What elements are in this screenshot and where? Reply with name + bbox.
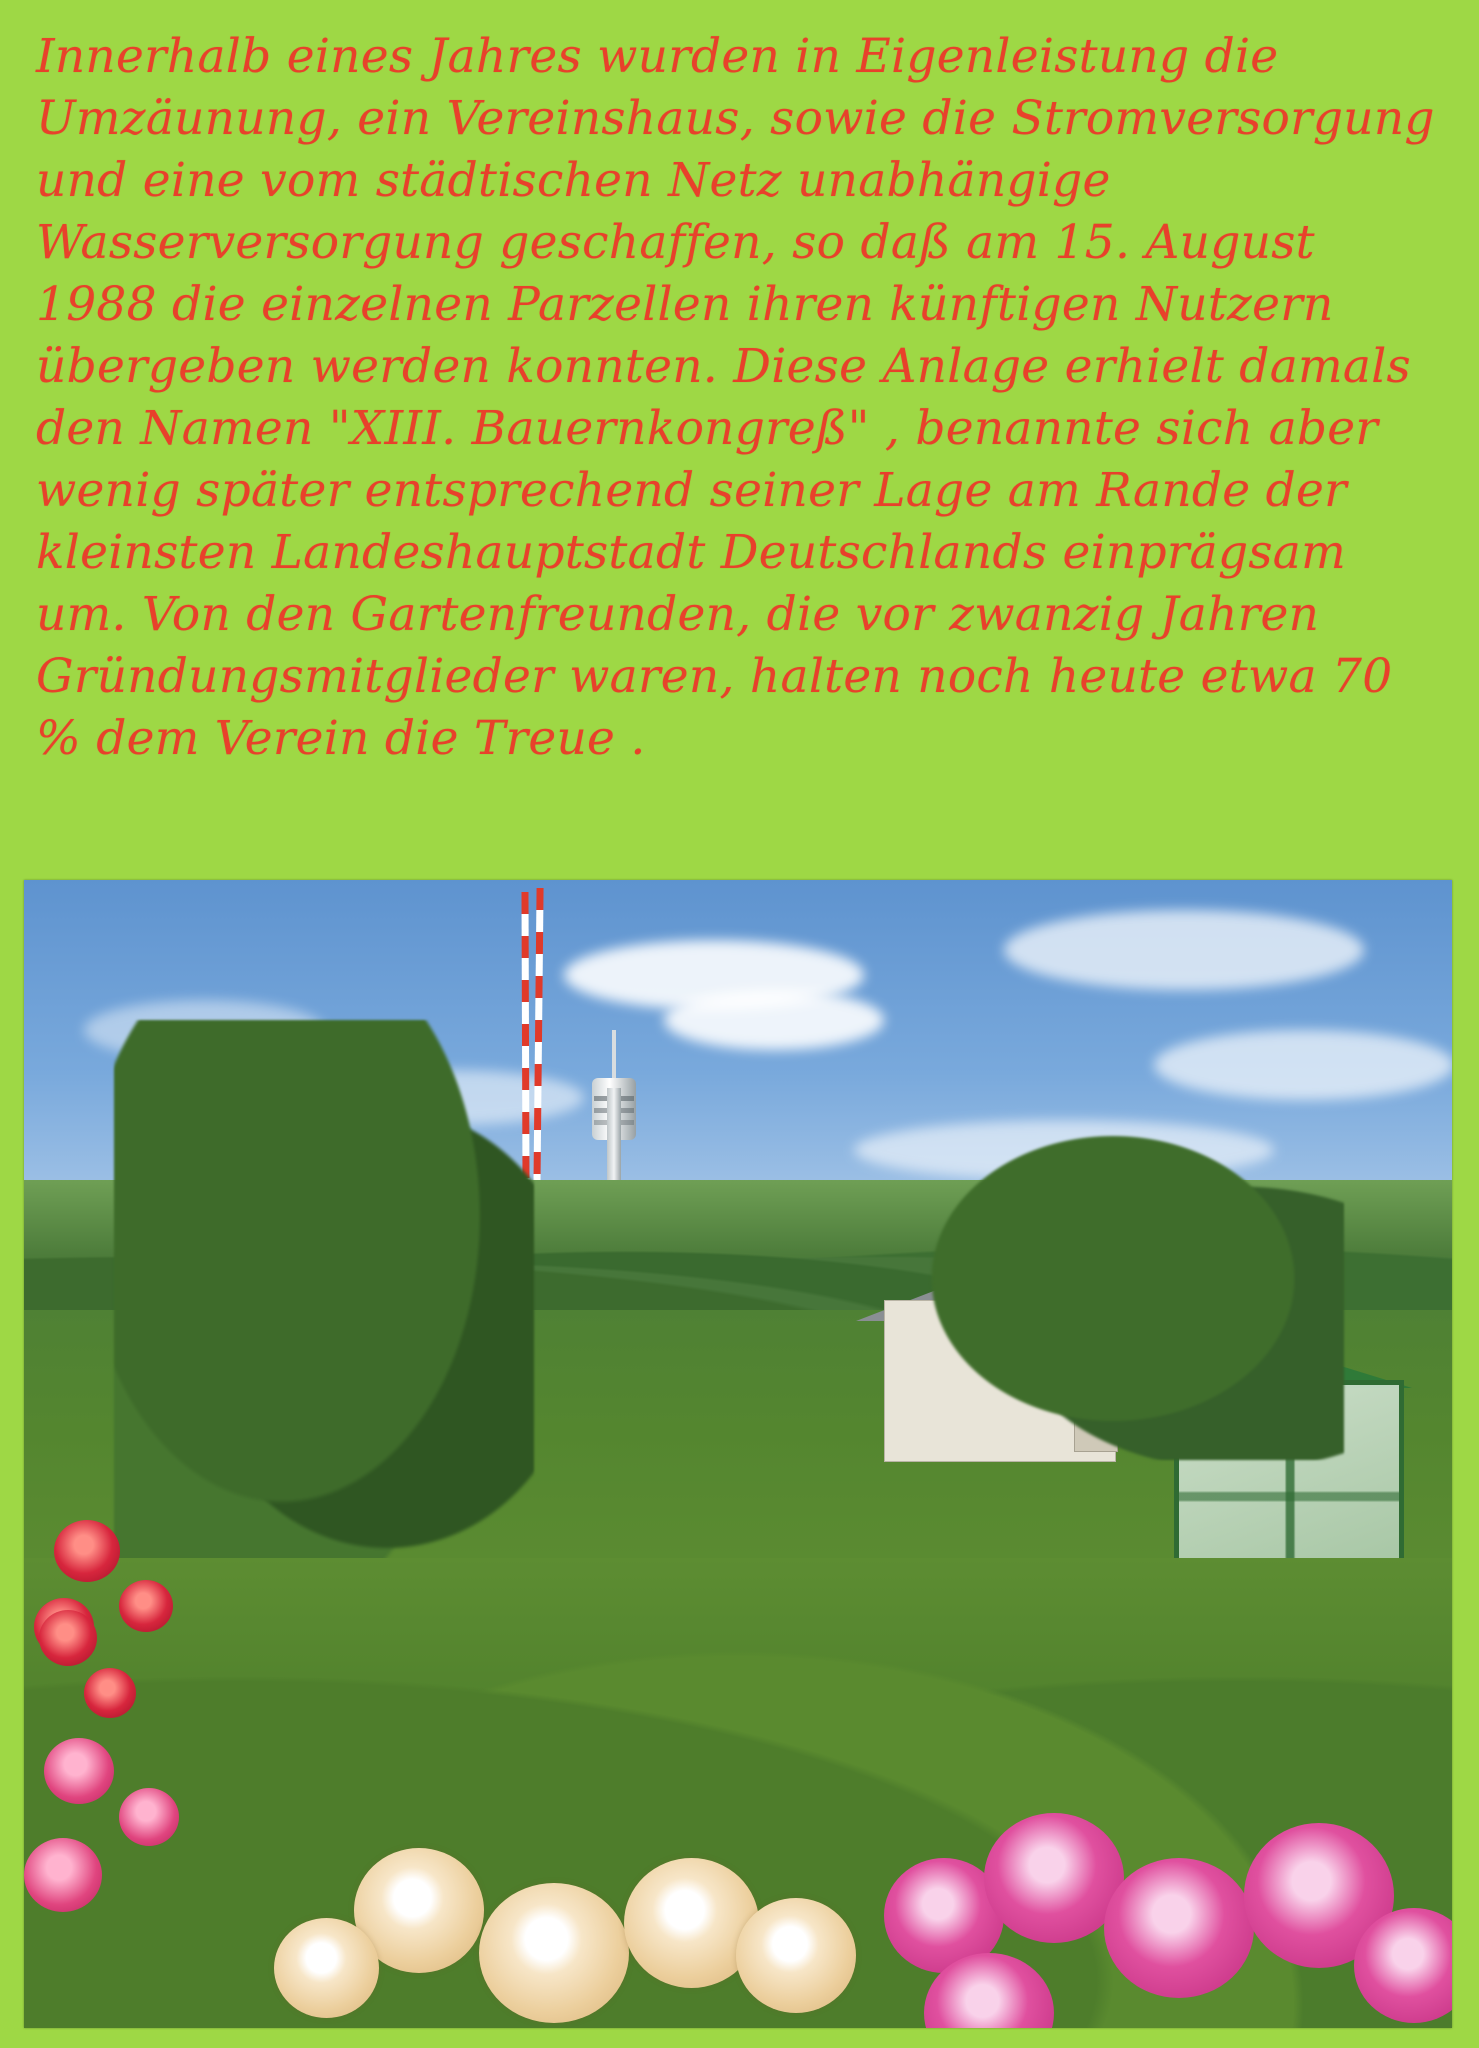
red-flower	[119, 1580, 173, 1632]
dahlia-bloom	[274, 1918, 379, 2018]
shrub	[114, 1020, 534, 1580]
pink-flower	[24, 1838, 102, 1912]
tv-tower-antenna	[612, 1030, 616, 1085]
pink-flower	[119, 1788, 179, 1846]
red-flower	[54, 1520, 120, 1582]
red-flower	[39, 1610, 97, 1666]
dahlia-bloom	[479, 1883, 629, 2023]
cloud	[1004, 910, 1364, 990]
cloud	[1154, 1030, 1452, 1100]
phlox-bloom	[1104, 1858, 1254, 1998]
dahlia-bloom	[736, 1898, 856, 2013]
phlox-bloom	[984, 1813, 1124, 1943]
body-text: Innerhalb eines Jahres wurden in Eigenleistung die Umzäunung, ein Vereinshaus, sowie die Stromversorgung und eine vom städtischen Netz unabhängige Wasserversorgung geschaffen, so daß am 15. August 1988 die einzelnen Parzellen ihren künftigen Nutzern übergeben werden konnten. Diese Anlage erhielt damals den Namen "XIII. Bauernkongreß" , benannte sich aber wenig später entsprechend seiner Lage am Rande der kleinsten Landeshauptstadt Deutschlands einprägsam um. Von den Gartenfreunden, die vor zwanzig Jahren Gründungsmitglieder waren, halten noch heute etwa 70 % dem Verein die Treue .	[36, 29, 1451, 767]
cloud	[664, 990, 884, 1050]
pink-flower	[44, 1738, 114, 1804]
shrub	[924, 1130, 1344, 1460]
red-flower	[84, 1668, 136, 1718]
garden-photograph	[24, 880, 1452, 2028]
foreground-garden-bed	[24, 1558, 1452, 2028]
